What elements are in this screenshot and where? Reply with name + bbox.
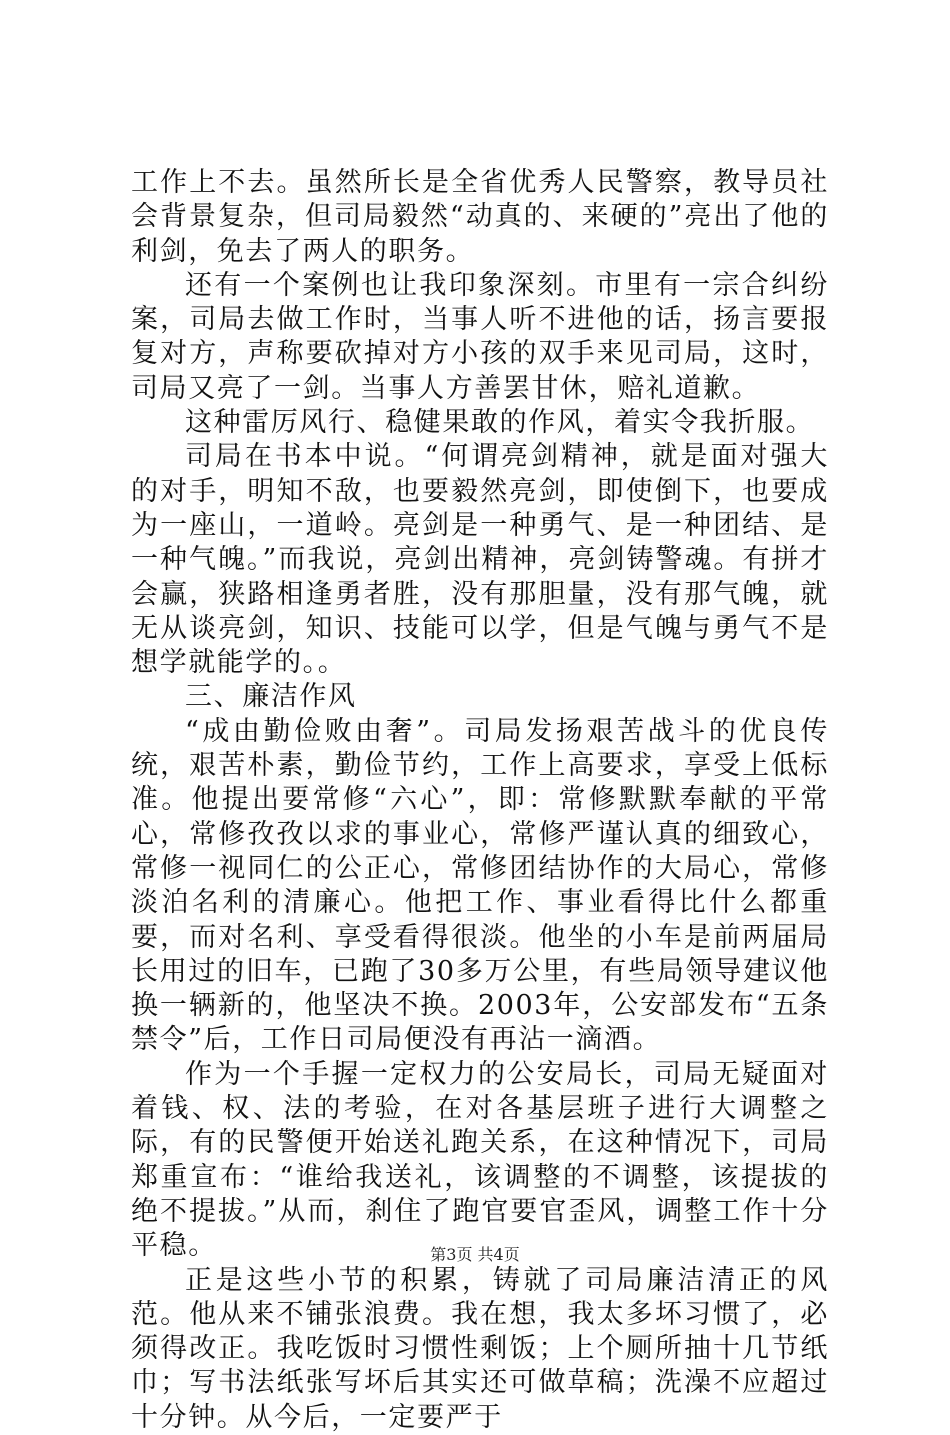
section-heading: 三、廉洁作风: [185, 681, 357, 713]
paragraph: 作为一个手握一定权力的公安局长，司局无疑面对着钱、权、法的考验，在对各基层班子进行大调整之际，有的民警便开始送礼跑关系，在这种情况下，司局郑重宣布：“谁给我送礼，该调整的不调整，该提拔的绝不提拔。”从而，刹住了跑官要官歪风，调整工作十分平稳。: [131, 1058, 829, 1262]
page-footer: 第3页 共4页: [430, 1245, 520, 1264]
paragraph: 这种雷厉风行、稳健果敢的作风，着实令我折服。: [185, 407, 815, 439]
paragraph: 工作上不去。虽然所长是全省优秀人民警察，教导员社会背景复杂，但司局毅然“动真的、来硬的”亮出了他的利剑，免去了两人的职务。: [131, 167, 829, 267]
paragraph: 司局在书本中说。“何谓亮剑精神，就是面对强大的对手，明知不敌，也要毅然亮剑，即使倒下，也要成为一座山，一道岭。亮剑是一种勇气、是一种团结、是一种气魄。”而我说，亮剑出精神，亮剑铸警魂。有拼才会赢，狭路相逢勇者胜，没有那胆量，没有那气魄，就无从谈亮剑，知识、技能可以学，但是气魄与勇气不是想学就能学的。。: [131, 441, 829, 679]
paragraph: 正是这些小节的积累，铸就了司局廉洁清正的风范。他从来不铺张浪费。我在想，我太多坏习惯了，必须得改正。我吃饭时习惯性剩饭；上个厕所抽十几节纸巾；写书法纸张写坏后其实还可做草稿；洗澡不应超过十分钟。从今后，一定要严于: [131, 1264, 829, 1433]
paragraph: 还有一个案例也让我印象深刻。市里有一宗合纠纷案，司局去做工作时，当事人听不进他的话，扬言要报复对方，声称要砍掉对方小孩的双手来见司局，这时，司局又亮了一剑。当事人方善罢甘休，赔礼道歉。: [131, 269, 829, 404]
paragraph: “成由勤俭败由奢”。司局发扬艰苦战斗的优良传统，艰苦朴素，勤俭节约，工作上高要求，享受上低标准。他提出要常修“六心”，即：常修默默奉献的平常心，常修孜孜以求的事业心，常修严谨认真的细致心，常修一视同仁的公正心，常修团结协作的大局心，常修淡泊名利的清廉心。他把工作、事业看得比什么都重要，而对名利、享受看得很淡。他坐的小车是前两届局长用过的旧车，已跑了30多万公里，有些局领导建议他换一辆新的，他坚决不换。2003年，公安部发布“五条禁令”后，工作日司局便没有再沾一滴酒。: [131, 715, 829, 1056]
